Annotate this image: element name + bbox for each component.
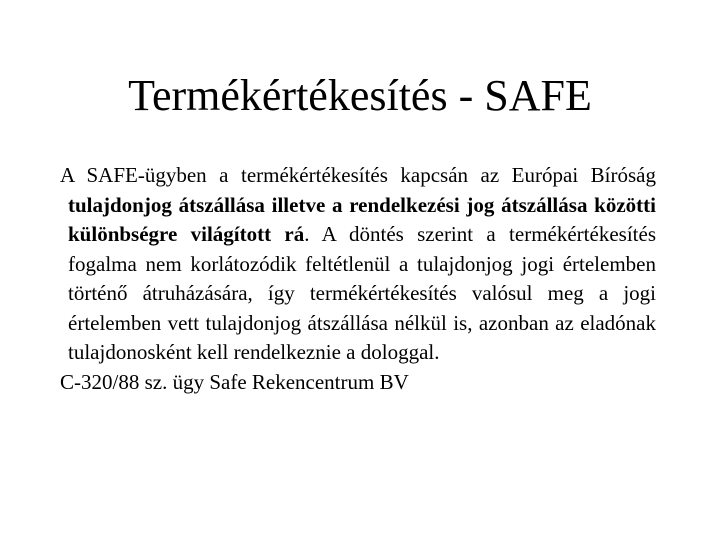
paragraph-safe-case <box>60 161 656 368</box>
paragraph-text-emphasis: tulajdonjog átszállása illetve a rendelkezési jog átszállása közötti különbségre világított rá <box>68 192 656 246</box>
paragraph-text-conclusion: . A döntés szerint a termékértékesítés fogalma nem korlátozódik feltétlenül a tulajdonjog jogi értelemben történő átruházására, így termékértékesítés valósul meg a jogi értelemben vett tulajdonjog átszállása nélkül is, azonban az eladónak tulajdonosként kell rendelkeznie a dologgal. <box>68 222 656 364</box>
slide-title: Termékértékesítés - SAFE <box>128 71 592 120</box>
slide-body <box>60 161 656 397</box>
paragraph-text-intro: A SAFE-ügyben a termékértékesítés kapcsán az Európai Bíróság <box>60 163 656 187</box>
case-reference: C-320/88 sz. ügy Safe Rekencentrum BV <box>60 369 409 394</box>
